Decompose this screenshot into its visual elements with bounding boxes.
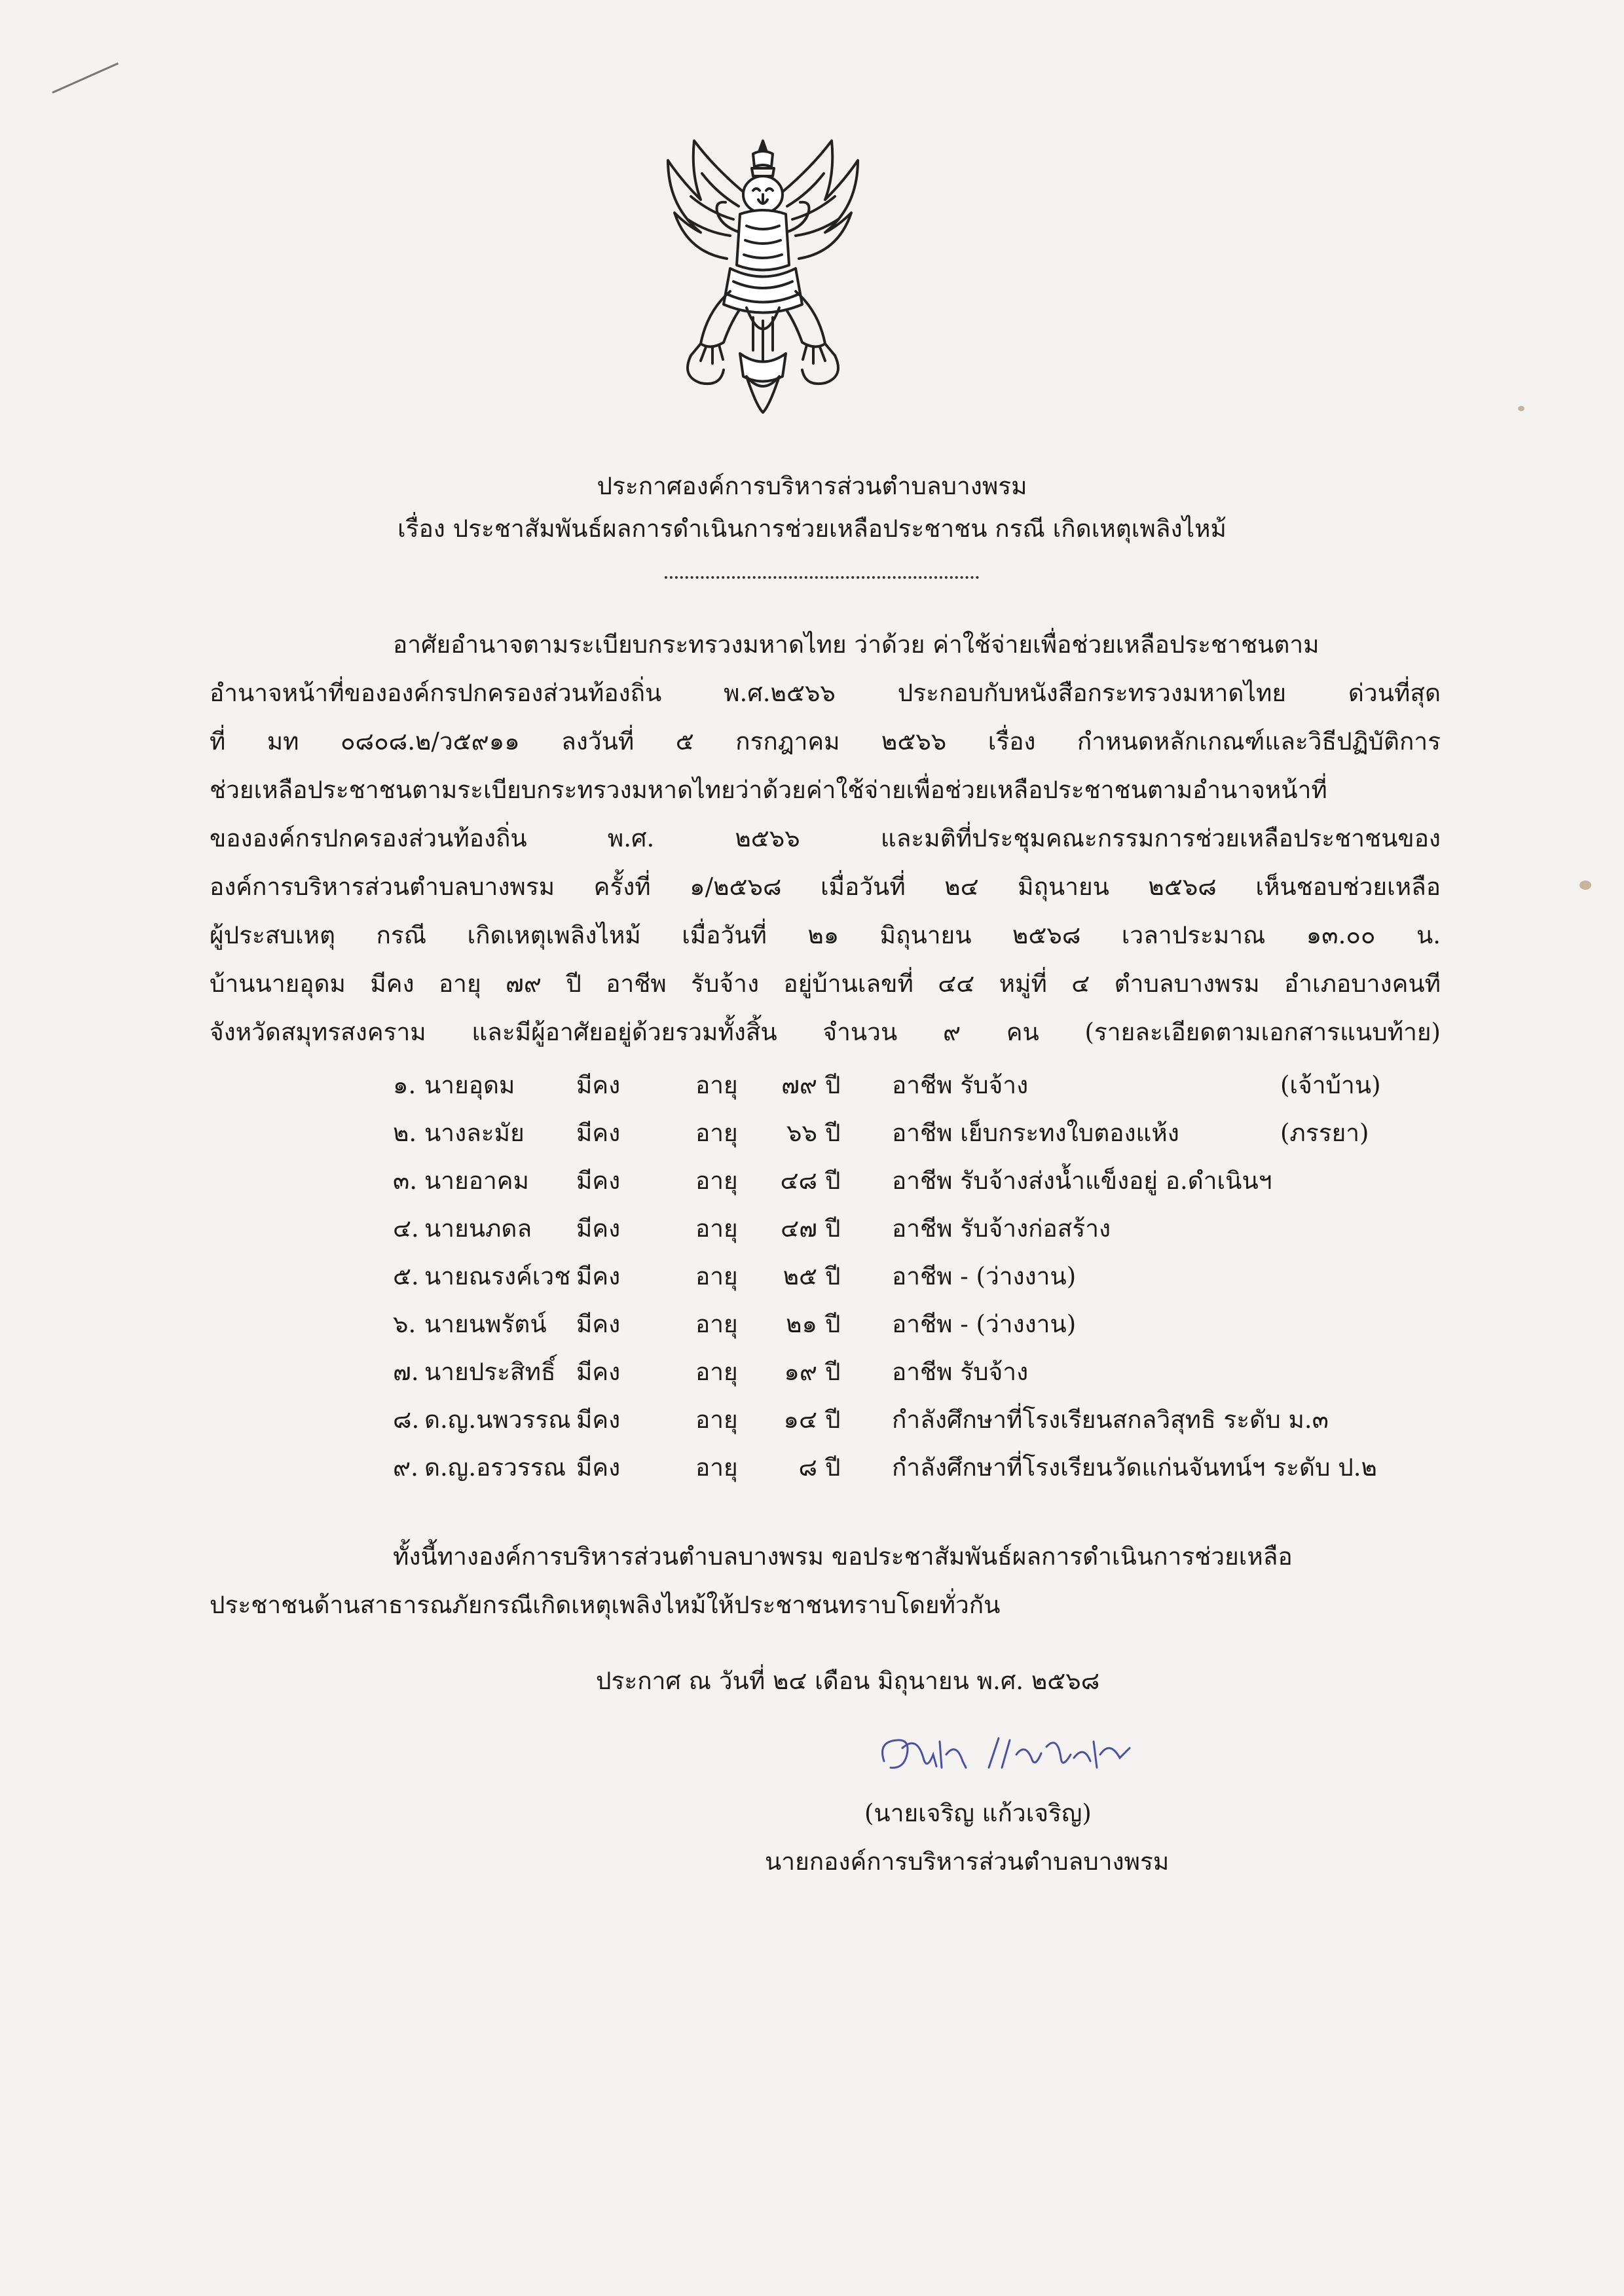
paragraph-line: องค์การบริหารส่วนตำบลบางพรม ครั้งที่ ๑/๒๕๖๘ เมื่อวันที่ ๒๔ มิถุนายน ๒๕๖๘ เห็นชอบช่วยเหลือ	[210, 873, 1441, 901]
member-surname: มีคง	[576, 1262, 621, 1290]
year-label: ปี	[825, 1071, 841, 1099]
member-name: นายนพรัตน์	[424, 1310, 547, 1338]
garuda-emblem-icon	[655, 134, 871, 416]
member-occupation: อาชีพ - (ว่างงาน)	[892, 1262, 1077, 1290]
member-name: นายอาคม	[424, 1167, 529, 1195]
member-age: ๑๙	[784, 1358, 817, 1386]
member-age: ๔๘	[780, 1167, 817, 1195]
paragraph-line: จังหวัดสมุทรสงคราม และมีผู้อาศัยอยู่ด้วยรวมทั้งสิ้น จำนวน ๙ คน (รายละเอียดตามเอกสารแนบท้าย)	[210, 1018, 1441, 1046]
member-name: นายประสิทธิ์	[424, 1358, 556, 1386]
handwritten-signature	[871, 1728, 1146, 1781]
member-occupation: อาชีพ รับจ้างก่อสร้าง	[892, 1214, 1111, 1243]
announcement-subject: เรื่อง ประชาสัมพันธ์ผลการดำเนินการช่วยเหลือประชาชน กรณี เกิดเหตุเพลิงไหม้	[397, 515, 1227, 543]
paragraph-line: ทั้งนี้ทางองค์การบริหารส่วนตำบลบางพรม ขอประชาสัมพันธ์ผลการดำเนินการช่วยเหลือ	[393, 1542, 1293, 1571]
member-surname: มีคง	[576, 1214, 621, 1243]
member-surname: มีคง	[576, 1119, 621, 1147]
paragraph-line: ประชาชนด้านสาธารณภัยกรณีเกิดเหตุเพลิงไหม้ให้ประชาชนทราบโดยทั่วกัน	[210, 1591, 1001, 1619]
member-number: ๕.	[393, 1262, 419, 1290]
member-name: ด.ญ.อรวรรณ	[424, 1453, 566, 1482]
list-item	[0, 1349, 1624, 1395]
member-occupation: อาชีพ เย็บกระทงใบตองแห้ง	[892, 1119, 1179, 1147]
year-label: ปี	[825, 1453, 841, 1482]
age-label: อายุ	[695, 1358, 738, 1386]
member-surname: มีคง	[576, 1167, 621, 1195]
paper-speck	[1518, 406, 1524, 411]
list-item	[0, 1110, 1624, 1156]
paragraph-line: อำนาจหน้าที่ขององค์กรปกครองส่วนท้องถิ่น พ.ศ.๒๕๖๖ ประกอบกับหนังสือกระทรวงมหาดไทย ด่วนที่สุด	[210, 679, 1441, 707]
member-name: นายนภดล	[424, 1214, 532, 1243]
member-number: ๙.	[393, 1453, 418, 1482]
age-label: อายุ	[695, 1071, 738, 1099]
member-number: ๔.	[393, 1214, 419, 1243]
age-label: อายุ	[695, 1406, 738, 1434]
member-age: ๗๙	[781, 1071, 817, 1099]
paper-speck	[1579, 881, 1591, 890]
paragraph-line: ผู้ประสบเหตุ กรณี เกิดเหตุเพลิงไหม้ เมื่อวันที่ ๒๑ มิถุนายน ๒๕๖๘ เวลาประมาณ ๑๓.๐๐ น.	[210, 921, 1441, 949]
member-age: ๔๗	[781, 1214, 817, 1243]
age-label: อายุ	[695, 1119, 738, 1147]
list-item	[0, 1254, 1624, 1300]
year-label: ปี	[825, 1214, 841, 1243]
member-occupation: กำลังศึกษาที่โรงเรียนสกลวิสุทธิ ระดับ ม.๓	[892, 1406, 1329, 1434]
member-age: ๒๕	[783, 1262, 817, 1290]
member-number: ๘.	[393, 1406, 420, 1434]
member-age: ๒๑	[786, 1310, 817, 1338]
member-occupation: อาชีพ รับจ้าง	[892, 1358, 1029, 1386]
member-age: ๖๖	[786, 1119, 817, 1147]
member-number: ๓.	[393, 1167, 418, 1195]
announce-date: ประกาศ ณ วันที่ ๒๔ เดือน มิถุนายน พ.ศ. ๒๕๖๘	[596, 1667, 1100, 1695]
age-label: อายุ	[695, 1262, 738, 1290]
member-surname: มีคง	[576, 1071, 621, 1099]
paragraph-line: ที่ มท ๐๘๐๘.๒/ว๕๙๑๑ ลงวันที่ ๕ กรกฎาคม ๒๕๖๖ เรื่อง กำหนดหลักเกณฑ์และวิธีปฏิบัติการ	[210, 727, 1441, 756]
member-number: ๗.	[393, 1358, 419, 1386]
list-item	[0, 1158, 1624, 1204]
member-surname: มีคง	[576, 1310, 621, 1338]
year-label: ปี	[825, 1358, 841, 1386]
member-surname: มีคง	[576, 1453, 621, 1482]
year-label: ปี	[825, 1406, 841, 1434]
dotted-divider	[665, 576, 979, 579]
signer-position: นายกองค์การบริหารส่วนตำบลบางพรม	[765, 1848, 1170, 1876]
member-age: ๘	[798, 1453, 817, 1482]
paragraph-line: อาศัยอำนาจตามระเบียบกระทรวงมหาดไทย ว่าด้วย ค่าใช้จ่ายเพื่อช่วยเหลือประชาชนตาม	[393, 630, 1320, 659]
announcement-title: ประกาศองค์การบริหารส่วนตำบลบางพรม	[597, 472, 1027, 500]
age-label: อายุ	[695, 1310, 738, 1338]
list-item	[0, 1206, 1624, 1252]
member-age: ๑๔	[783, 1406, 817, 1434]
year-label: ปี	[825, 1167, 841, 1195]
signer-name: (นายเจริญ แก้วเจริญ)	[864, 1799, 1092, 1827]
member-number: ๖.	[393, 1310, 416, 1338]
paragraph-line: บ้านนายอุดม มีคง อายุ ๗๙ ปี อาชีพ รับจ้าง อยู่บ้านเลขที่ ๔๔ หมู่ที่ ๔ ตำบลบางพรม อำเภอบางคนที	[210, 970, 1441, 998]
member-role: (ภรรยา)	[1280, 1119, 1369, 1147]
year-label: ปี	[825, 1310, 841, 1338]
list-item	[0, 1397, 1624, 1443]
member-number: ๑.	[393, 1071, 416, 1099]
year-label: ปี	[825, 1262, 841, 1290]
member-occupation: อาชีพ รับจ้าง	[892, 1071, 1029, 1099]
age-label: อายุ	[695, 1214, 738, 1243]
member-role: (เจ้าบ้าน)	[1280, 1071, 1381, 1099]
paragraph-line: ขององค์กรปกครองส่วนท้องถิ่น พ.ศ. ๒๕๖๖ และมติที่ประชุมคณะกรรมการช่วยเหลือประชาชนของ	[210, 824, 1441, 852]
member-name: ด.ญ.นพวรรณ	[424, 1406, 571, 1434]
age-label: อายุ	[695, 1167, 738, 1195]
member-surname: มีคง	[576, 1358, 621, 1386]
member-number: ๒.	[393, 1119, 417, 1147]
list-item	[0, 1302, 1624, 1347]
pencil-mark	[52, 62, 119, 93]
member-occupation: กำลังศึกษาที่โรงเรียนวัดแก่นจันทน์ฯ ระดับ ป.๒	[892, 1453, 1377, 1482]
list-item	[0, 1063, 1624, 1108]
member-name: นายอุดม	[424, 1071, 515, 1099]
member-surname: มีคง	[576, 1406, 621, 1434]
member-occupation: อาชีพ - (ว่างงาน)	[892, 1310, 1077, 1338]
member-name: นายณรงค์เวช	[424, 1262, 571, 1290]
age-label: อายุ	[695, 1453, 738, 1482]
member-name: นางละมัย	[424, 1119, 525, 1147]
member-occupation: อาชีพ รับจ้างส่งน้ำแข็งอยู่ อ.ดำเนินฯ	[892, 1167, 1272, 1195]
year-label: ปี	[825, 1119, 841, 1147]
paragraph-line: ช่วยเหลือประชาชนตามระเบียบกระทรวงมหาดไทยว่าด้วยค่าใช้จ่ายเพื่อช่วยเหลือประชาชนตามอำนาจหน้าที่	[210, 776, 1327, 804]
list-item	[0, 1445, 1624, 1491]
